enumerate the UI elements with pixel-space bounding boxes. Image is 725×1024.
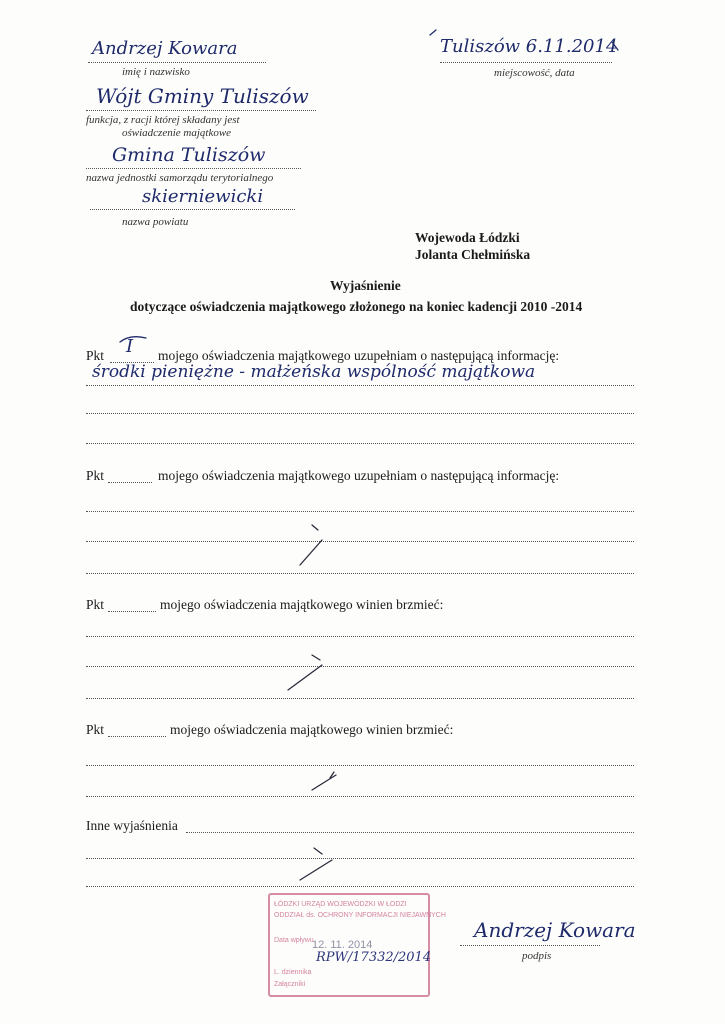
addressee-line-1: Wojewoda Łódzki xyxy=(415,230,520,245)
place-date-caption: miejscowość, data xyxy=(494,67,575,79)
section-3-text: mojego oświadczenia majątkowego winien brzmieć: xyxy=(160,597,444,612)
section-5-label: Inne wyjaśnienia xyxy=(86,818,178,833)
stamp-register-label: L. dziennika xyxy=(274,969,312,976)
section-2-text: mojego oświadczenia majątkowego uzupełniam o następującą informację: xyxy=(158,468,560,483)
signature-handwritten: Andrzej Kowara xyxy=(474,918,636,942)
unit-caption: nazwa jednostki samorządu terytorialnego xyxy=(86,172,274,184)
stamp-attachments-label: Załączniki xyxy=(274,981,306,988)
function-caption-2: oświadczenie majątkowe xyxy=(122,127,232,139)
signature-caption: podpis xyxy=(522,950,552,962)
document-subtitle: dotyczące oświadczenia majątkowego złożonego na koniec kadencji 2010 -2014 xyxy=(130,299,583,314)
section-3-prefix: Pkt xyxy=(86,597,105,612)
section-1-prefix: Pkt xyxy=(86,348,105,363)
section-1-text: mojego oświadczenia majątkowego uzupełniam o następującą informację: xyxy=(158,348,560,363)
section-1-handwritten: środki pieniężne - małżeńska wspólność majątkowa xyxy=(92,362,536,382)
function-caption-1: funkcja, z racji której składany jest xyxy=(86,114,240,126)
section-4-text: mojego oświadczenia majątkowego winien brzmieć: xyxy=(170,722,454,737)
stamp-date-label: Data wpływu xyxy=(274,937,314,944)
county-handwritten: skierniewicki xyxy=(142,186,264,207)
stamp-line-1: ŁÓDZKI URZĄD WOJEWÓDZKI W ŁODZI xyxy=(274,901,407,908)
section-1-number: I xyxy=(126,336,134,357)
addressee-line-2: Jolanta Chełmińska xyxy=(415,247,531,262)
receipt-stamp xyxy=(268,893,446,997)
stamp-date-value: 12. 11. 2014 xyxy=(312,939,373,951)
document-title: Wyjaśnienie xyxy=(330,278,401,293)
unit-handwritten: Gmina Tuliszów xyxy=(112,144,266,166)
county-caption: nazwa powiatu xyxy=(122,216,189,228)
place-date-handwritten: Tuliszów 6.11.2014 xyxy=(440,36,618,57)
signature-dotted-line xyxy=(460,945,600,946)
name-caption: imię i nazwisko xyxy=(122,66,190,78)
name-handwritten: Andrzej Kowara xyxy=(92,38,238,59)
section-2-prefix: Pkt xyxy=(86,468,105,483)
stamp-register-handwritten: RPW/17332/2014 xyxy=(316,950,432,965)
section-4-prefix: Pkt xyxy=(86,722,105,737)
stamp-line-2: ODDZIAŁ ds. OCHRONY INFORMACJI NIEJAWNYCH xyxy=(274,912,446,919)
function-handwritten: Wójt Gminy Tuliszów xyxy=(96,84,309,108)
